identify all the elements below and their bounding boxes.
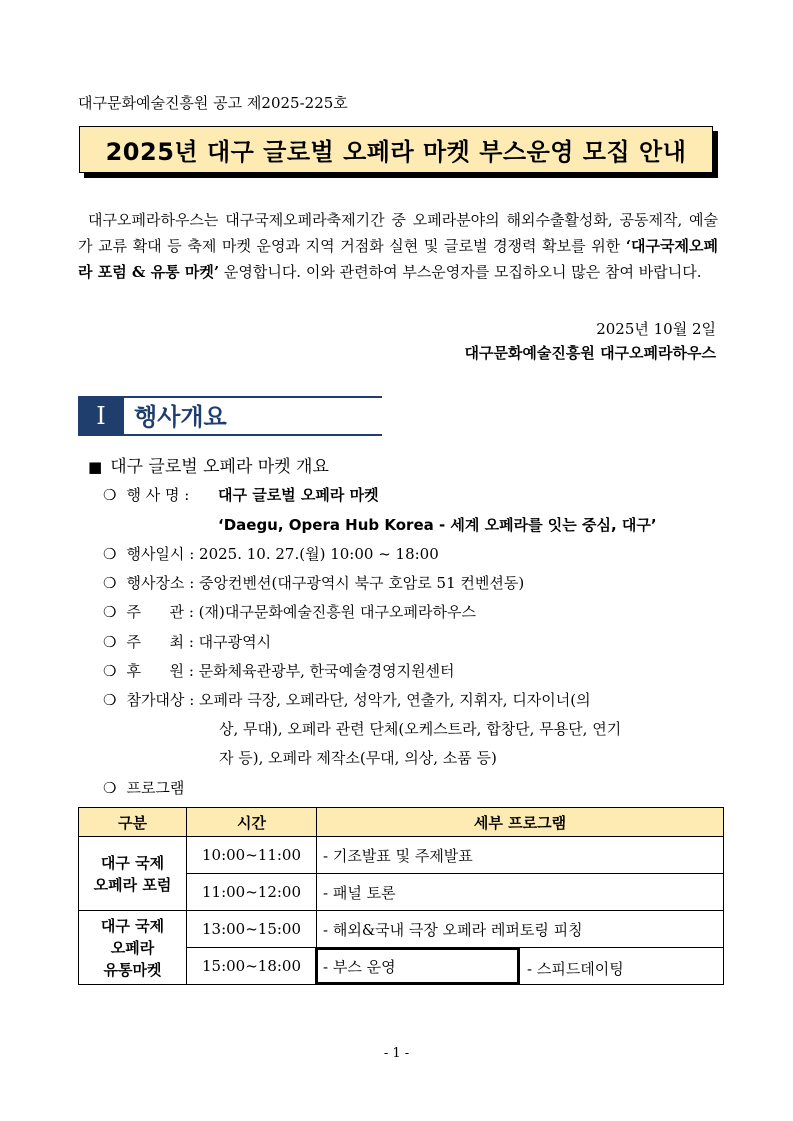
program-table — [78, 807, 724, 985]
issuing-organization: 대구문화예술진흥원 대구오페라하우스 — [464, 344, 716, 362]
target-line-3: 자 등), 오페라 제작소(무대, 의상, 소품 등) — [219, 749, 497, 767]
group-name-line: 유통마켓 — [103, 960, 162, 979]
list-item-program — [103, 777, 184, 798]
group-name-line: 오페라 포럼 — [93, 875, 172, 894]
page-title: 2025년 대구 글로벌 오페라 마켓 부스운영 모집 안내 — [105, 138, 687, 166]
subsection-heading — [88, 452, 329, 477]
circle-bullet-icon: ❍ — [103, 779, 117, 797]
header-program: 세부 프로그램 — [317, 808, 724, 837]
circle-bullet-icon: ❍ — [103, 486, 117, 504]
time-cell: 15:00~18:00 — [187, 948, 317, 985]
section-bottom-rule — [78, 434, 382, 436]
program-cell: - 해외&국내 극장 오페라 레퍼토링 피칭 — [317, 911, 724, 948]
page-number: - 1 - — [383, 1046, 410, 1061]
notice-date: 2025년 10월 2일 — [596, 320, 716, 338]
group-forum — [79, 837, 187, 911]
target-line-2: 상, 무대), 오페라 관련 단체(오케스트라, 합창단, 무용단, 연기 — [219, 720, 622, 738]
list-item-organizer — [103, 601, 476, 622]
time-cell: 11:00~12:00 — [187, 874, 317, 911]
circle-bullet-icon: ❍ — [103, 633, 117, 651]
item-label: 주 관 — [126, 603, 185, 621]
item-separator: : — [188, 603, 194, 621]
program-cell: - 부스 운영 — [317, 948, 724, 985]
program-speed-dating: - 스피드데이팅 — [527, 960, 624, 978]
program-cell: - 패널 토론 — [317, 874, 724, 911]
circle-bullet-icon: ❍ — [103, 574, 117, 592]
circle-bullet-icon: ❍ — [103, 691, 117, 709]
header-category: 구분 — [79, 808, 187, 837]
list-item-date — [103, 543, 439, 564]
list-item-host — [103, 631, 271, 652]
item-label: 프로그램 — [126, 779, 185, 797]
time-cell: 13:00~15:00 — [187, 911, 317, 948]
section-number: Ⅰ — [78, 397, 124, 435]
circle-bullet-icon: ❍ — [103, 603, 117, 621]
table-row — [79, 837, 724, 874]
title-box — [79, 126, 713, 173]
notice-number: 대구문화예술진흥원 공고 제2025-225호 — [78, 94, 348, 112]
item-value: 대구광역시 — [198, 633, 272, 651]
group-name-line: 대구 국제 — [100, 853, 165, 872]
item-label: 행사장소 — [126, 574, 185, 592]
intro-paragraph — [78, 207, 718, 285]
list-item-sponsor — [103, 660, 455, 681]
list-item-target — [103, 689, 591, 710]
event-name-value: 대구 글로벌 오페라 마켓 — [218, 486, 379, 504]
group-market — [79, 911, 187, 985]
table-row — [79, 911, 724, 948]
item-label: 후 원 — [126, 662, 185, 680]
item-separator: : — [188, 633, 194, 651]
event-slogan: ‘Daegu, Opera Hub Korea - 세계 오페라를 잇는 중심, 대구’ — [218, 516, 657, 534]
list-item-event-name — [103, 484, 189, 505]
item-separator: : — [189, 691, 195, 709]
header-time: 시간 — [187, 808, 317, 837]
item-value: 2025. 10. 27.(월) 10:00 ~ 18:00 — [199, 545, 439, 563]
item-value: 중앙컨벤션(대구광역시 북구 호암로 51 컨벤션동) — [199, 574, 525, 592]
time-cell: 10:00~11:00 — [187, 837, 317, 874]
intro-text-1: 대구오페라하우스는 대구국제오페라축제기간 중 오페라분야의 해외수출활성화, 공동제작, 예술가 교류 확대 등 축제 마켓 운영과 지역 거점화 실현 및 글로벌 경쟁력 확보를 위한 — [78, 211, 718, 255]
table-header-row — [79, 808, 724, 837]
item-separator: : — [189, 574, 195, 592]
square-bullet-icon: ■ — [88, 458, 103, 476]
intro-text-2: 운영합니다. 이와 관련하여 부스운영자를 모집하오니 많은 참여 바랍니다. — [219, 263, 702, 281]
item-separator: : — [189, 545, 195, 563]
program-cell: - 기조발표 및 주제발표 — [317, 837, 724, 874]
item-label: 행사일시 — [126, 545, 185, 563]
item-separator: : — [188, 662, 194, 680]
list-item-venue — [103, 572, 524, 593]
circle-bullet-icon: ❍ — [103, 545, 117, 563]
circle-bullet-icon: ❍ — [103, 662, 117, 680]
item-label: 주 최 — [126, 633, 185, 651]
item-value: 오페라 극장, 오페라단, 성악가, 연출가, 지휘자, 디자이너(의 — [199, 691, 591, 709]
group-name-line: 오페라 — [110, 938, 155, 957]
item-separator: : — [184, 486, 190, 504]
subsection-title: 대구 글로벌 오페라 마켓 개요 — [110, 457, 329, 477]
section-title: 행사개요 — [134, 403, 227, 431]
item-label: 참가대상 — [126, 691, 185, 709]
item-value: 문화체육관광부, 한국예술경영지원센터 — [198, 662, 455, 680]
intro-highlight: ‘대구국제오페라 포럼 & 유통 마켓’ — [78, 237, 718, 281]
item-value: (재)대구문화예술진흥원 대구오페라하우스 — [198, 603, 476, 621]
group-name-line: 대구 국제 — [100, 916, 165, 935]
item-label: 행 사 명 — [126, 486, 180, 504]
